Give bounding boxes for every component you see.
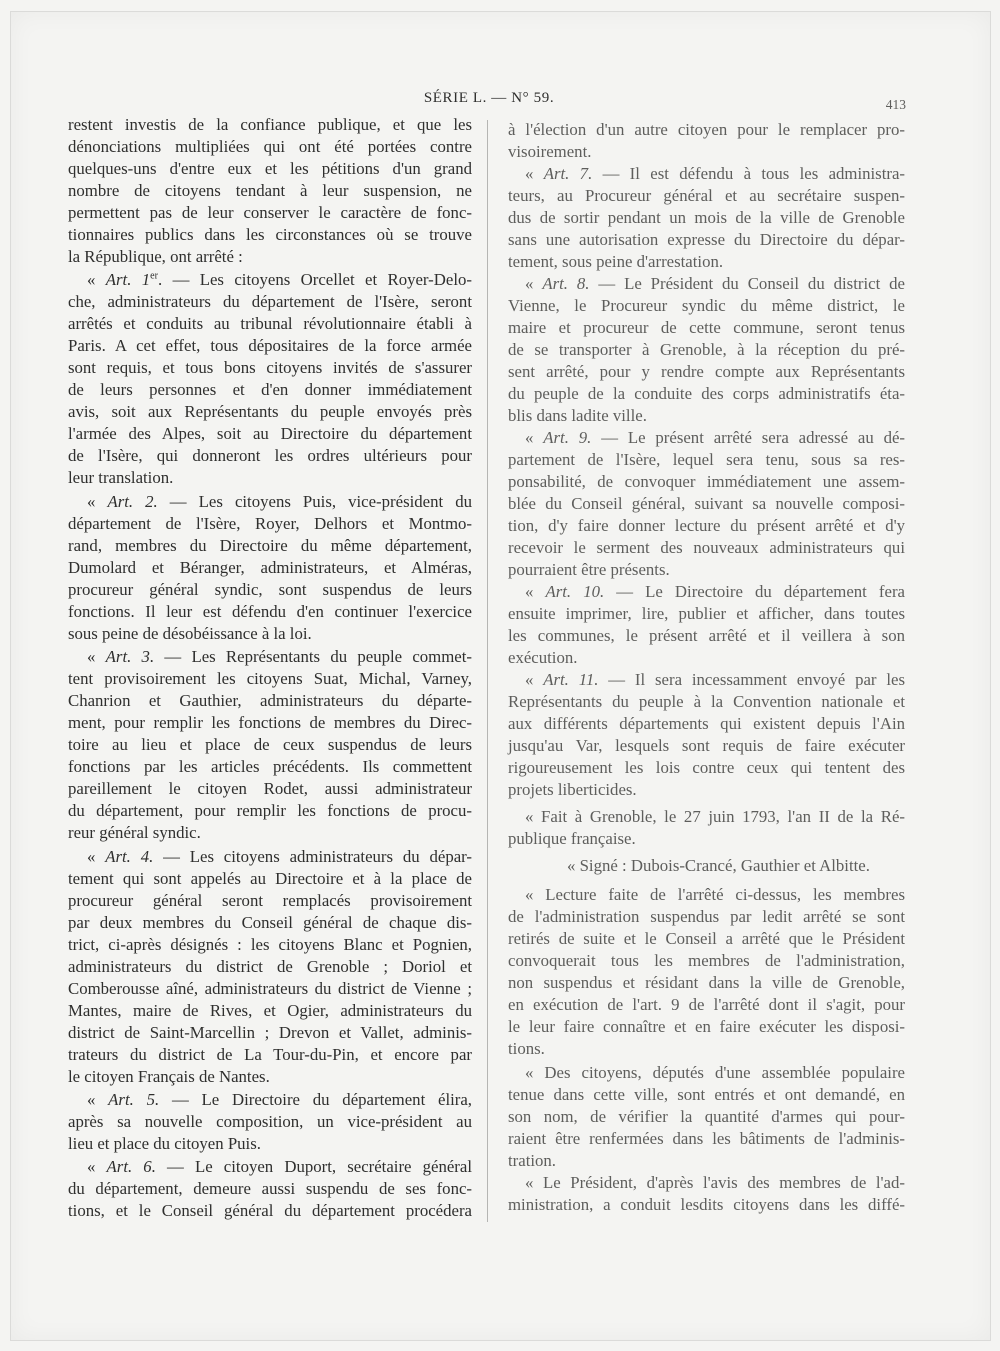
right-column [508, 119, 905, 1216]
text-segment: — Il sera incessamment envoyé par les [598, 670, 905, 689]
text-line: maire et procureur de cette commune, seront tenus [508, 318, 905, 337]
text-line: Vienne, le Procureur syndic du même district, le [508, 296, 905, 315]
text-line: administrateurs du district de Grenoble ; Doriol et [68, 956, 472, 976]
text-line: tent provisoirement les citoyens Suat, Michal, Varney, [68, 669, 472, 689]
text-line: blée du Conseil général, suivant sa nouvelle composi- [508, 494, 905, 513]
text-line: rigoureusement les lois contre ceux qui tentent des [508, 758, 905, 777]
signature-paragraph [508, 855, 905, 877]
text-line: par deux membres du Conseil général de chaque dis- [68, 912, 472, 932]
text-line: tions. [508, 1039, 545, 1058]
text-line: de leurs personnes et d'en donner immédiatement [68, 380, 472, 400]
ordinal-superscript: er [150, 270, 159, 282]
text-line [508, 669, 905, 691]
article-label: Art. 4. [105, 846, 154, 866]
text-line: tration. [508, 1151, 557, 1170]
text-line: « Signé : Dubois-Crancé, Gauthier et Albitte. [567, 856, 870, 875]
text-line: district de Saint-Marcellin ; Drevon et Vallet, adminis- [68, 1022, 472, 1042]
text-segment: « [525, 670, 544, 689]
text-line: publique française. [508, 829, 636, 848]
text-line: visoirement. [508, 142, 592, 161]
article-label: Art. 8. [542, 274, 590, 293]
text-line [508, 163, 905, 185]
article-label: Art. 10. [545, 582, 605, 601]
text-line: du département, demeure aussi suspendu de ses fonc- [68, 1179, 472, 1199]
paragraph [68, 646, 472, 844]
text-segment: — Il est défendu à tous les administra- [592, 164, 906, 183]
paragraph [508, 884, 905, 1060]
text-line: trateurs du district de La Tour-du-Pin, et encore par [68, 1044, 472, 1064]
text-segment: « [525, 164, 544, 183]
text-line: non suspendus et résidant dans la ville de Grenoble, [508, 973, 905, 992]
text-line: trict, ci-après désignés : les citoyens Blanc et Pognien, [68, 934, 472, 954]
text-line: aux différents départements qui existent depuis l'Ain [508, 714, 905, 733]
series-title: SÉRIE L. — N° 59. [423, 90, 555, 106]
text-line: « Lecture faite de l'arrêté ci-dessus, les membres [525, 885, 905, 904]
text-line: le leur faire connaître et en faire exécuter les disposi- [508, 1017, 905, 1036]
text-line: ensuite imprimer, lire, publier et afficher, dans toutes [508, 604, 905, 623]
paragraph [68, 1156, 472, 1222]
text-line: Représentants du peuple à la Convention nationale et [508, 692, 905, 711]
text-line: de l'Isère, qui donneront les ordres ultérieurs pour [68, 446, 472, 466]
paragraph [508, 427, 905, 581]
text-line: tionnaires publics dans les circonstances où se trouve [68, 225, 472, 244]
article-label: Art. 6. [106, 1157, 156, 1177]
text-line [68, 491, 472, 513]
text-line: nombre de citoyens tendant à leur suspension, ne [68, 181, 472, 200]
text-line: pareillement le citoyen Rodet, aussi administrateur [68, 779, 472, 799]
article-label: Art. 3. [105, 647, 155, 667]
text-line: avis, soit aux Représentants du peuple envoyés près [68, 402, 472, 422]
text-line: retirés de suite et le Conseil a arrêté que le Président [508, 929, 905, 948]
text-line: sans une autorisation expresse du Directoire du dépar- [508, 230, 905, 249]
text-line: de l'administration suspendus par ledit arrêté se sont [508, 907, 905, 926]
text-line: tion, d'y faire donner lecture du présent arrêté et d'y [508, 516, 905, 535]
text-line: l'armée des Alpes, soit au Directoire du département [68, 424, 472, 444]
text-line: leur translation. [68, 468, 174, 488]
column-rule [487, 120, 488, 1222]
paragraph [508, 119, 905, 163]
article-label: Art. 9. [543, 428, 592, 447]
text-line: ministration, a conduit lesdits citoyens dans les diffé- [508, 1195, 905, 1214]
text-line: tement, sous peine d'arrestation. [508, 252, 724, 271]
text-line: tement qui sont appelés au Directoire et à la place de [68, 868, 472, 888]
left-column [68, 114, 472, 1222]
text-line: teurs, au Procureur général et au secrétaire suspen- [508, 186, 905, 205]
text-line: permettent pas de leur conserver le caractère de fonc- [68, 203, 472, 222]
text-line: rand, membres du Directoire du même département, [68, 535, 472, 555]
paragraph [508, 1062, 905, 1172]
text-line: sous peine de désobéissance à la loi. [68, 623, 312, 643]
paragraph [68, 1089, 472, 1155]
article-label: Art. 7. [543, 164, 593, 183]
text-line: convoquerait tous les membres de l'administration, [508, 951, 905, 970]
text-line: « Fait à Grenoble, le 27 juin 1793, l'an II de la Ré- [525, 807, 905, 826]
text-line: arrêtés et conduits au tribunal révolutionnaire établi à [68, 314, 472, 334]
text-segment: — Le Directoire du département élira, [159, 1089, 473, 1109]
text-line: à l'élection d'un autre citoyen pour le remplacer pro- [508, 120, 905, 139]
text-line: du département, pour remplir les fonctions de procu- [68, 801, 472, 821]
article-label: Art. 5. [108, 1089, 160, 1109]
text-line: quelques-uns d'entre eux et les pétitions d'un grand [68, 159, 472, 178]
text-line: sont requis, et tous bons citoyens invités de s'assurer [68, 358, 472, 378]
text-line [68, 1089, 472, 1111]
text-line: dénonciations multipliées qui ont été portées contre [68, 137, 472, 156]
paragraph [68, 269, 472, 489]
text-line [68, 646, 472, 668]
text-line [68, 269, 472, 291]
text-line: sent arrêté, pour y rendre compte aux Représentants [508, 362, 905, 381]
text-line: son nom, de vérifier la quantité d'armes qui pour- [508, 1107, 905, 1126]
text-line: exécution. [508, 648, 578, 667]
text-segment: — Le présent arrêté sera adressé au dé- [591, 428, 905, 447]
text-line [68, 1156, 472, 1178]
paragraph [508, 163, 905, 273]
text-line: Chanrion et Gauthier, administrateurs du départe- [68, 691, 472, 711]
text-line: Dumolard et Béranger, administrateurs, et Alméras, [68, 557, 472, 577]
text-line: la République, ont arrêté : [68, 247, 243, 266]
text-segment: « [87, 270, 106, 290]
text-segment: « [87, 647, 106, 667]
text-line: les communes, le présent arrêté et il veillera à son [508, 626, 905, 645]
article-label: Art. 1 [105, 270, 151, 290]
text-line [508, 427, 905, 449]
text-line: en exécution de l'art. 9 de l'arrêté dont il s'agit, pour [508, 995, 905, 1014]
article-label: Art. 2. [107, 491, 158, 511]
text-segment: — Le Directoire du département fera [604, 582, 905, 601]
text-segment: « [87, 1089, 109, 1109]
text-line: de se transporter à Grenoble, à la réception du pré- [508, 340, 905, 359]
text-line: dus de sortir pendant un mois de la ville de Grenoble [508, 208, 905, 227]
text-line: che, administrateurs du département de l'Isère, seront [68, 292, 472, 312]
text-line: jusqu'au Var, lesquels sont requis de faire exécuter [508, 736, 905, 755]
text-line: fonctions par les articles précédents. Ils commettent [68, 757, 472, 777]
text-line [508, 581, 905, 603]
text-line: tions, et le Conseil général du département procédera [68, 1201, 472, 1221]
text-line: « Des citoyens, députés d'une assemblée populaire [525, 1063, 905, 1082]
text-segment: — Le Président du Conseil du district de [589, 274, 905, 293]
text-line: lieu et place du citoyen Puis. [68, 1133, 261, 1153]
text-segment: « [525, 582, 546, 601]
text-line [68, 846, 472, 868]
text-line: procureur général syndic, sont suspendus de leurs [68, 579, 472, 599]
article-label: Art. 11. [543, 670, 599, 689]
text-line: Mantes, maire de Rives, et Ogier, administrateurs du [68, 1000, 472, 1020]
text-line: tenue dans cette ville, sont entrés et ont demandé, en [508, 1085, 905, 1104]
text-line: ponsabilité, de convoquer immédiatement une assem- [508, 472, 905, 491]
text-line: procureur général seront remplacés provisoirement [68, 890, 472, 910]
text-line: blis dans ladite ville. [508, 406, 647, 425]
text-line: pourraient être présents. [508, 560, 670, 579]
text-line: département de l'Isère, Royer, Delhors et Montmo- [68, 513, 472, 533]
text-line: projets liberticides. [508, 780, 637, 799]
text-line: Comberousse aîné, administrateurs du district de Vienne ; [68, 978, 472, 998]
text-line: recevoir le serment des nouveaux administrateurs qui [508, 538, 905, 557]
text-line: toire au lieu et place de ceux suspendus de leurs [68, 735, 472, 755]
text-line: après sa nouvelle composition, un vice-président au [68, 1111, 472, 1131]
text-segment: « [87, 846, 106, 866]
text-line: « Le Président, d'après l'avis des membres de l'ad- [525, 1173, 905, 1192]
paragraph [68, 846, 472, 1088]
text-line: restent investis de la confiance publique, et que les [68, 115, 472, 134]
text-segment: « [525, 428, 544, 447]
text-line [508, 273, 905, 295]
text-line: reur général syndic. [68, 823, 201, 843]
paragraph [68, 491, 472, 645]
text-line: du peuple de la conduite des corps administratifs éta- [508, 384, 905, 403]
text-segment: — Les citoyens administrateurs du dépar- [153, 846, 472, 866]
text-segment: . — Les citoyens Orcellet et Royer-Delo- [158, 270, 472, 290]
text-line: raient être renfermées dans les bâtiments de l'adminis- [508, 1129, 905, 1148]
paragraph [68, 114, 472, 268]
text-segment: — Les Représentants du peuple commet- [154, 647, 472, 667]
text-line: le citoyen Français de Nantes. [68, 1066, 270, 1086]
text-segment: — Les citoyens Puis, vice-président du [157, 491, 472, 511]
paragraph [508, 273, 905, 427]
text-segment: « [87, 1157, 107, 1177]
paragraph [508, 806, 905, 850]
paragraph [508, 669, 905, 801]
paragraph [508, 1172, 905, 1216]
text-line: Paris. A cet effet, tous dépositaires de la force armée [68, 336, 472, 356]
text-line: ment, pour remplir les fonctions de membres du Direc- [68, 713, 472, 733]
text-segment: « [525, 274, 543, 293]
text-line: partement de l'Isère, lequel sera tenu, sous sa res- [508, 450, 905, 469]
text-segment: — Le citoyen Duport, secrétaire général [155, 1157, 472, 1177]
text-segment: « [87, 491, 108, 511]
text-line: fonctions. Il leur est défendu d'en continuer l'exercice [68, 601, 472, 621]
paragraph [508, 581, 905, 669]
page-number: 413 [885, 97, 906, 112]
